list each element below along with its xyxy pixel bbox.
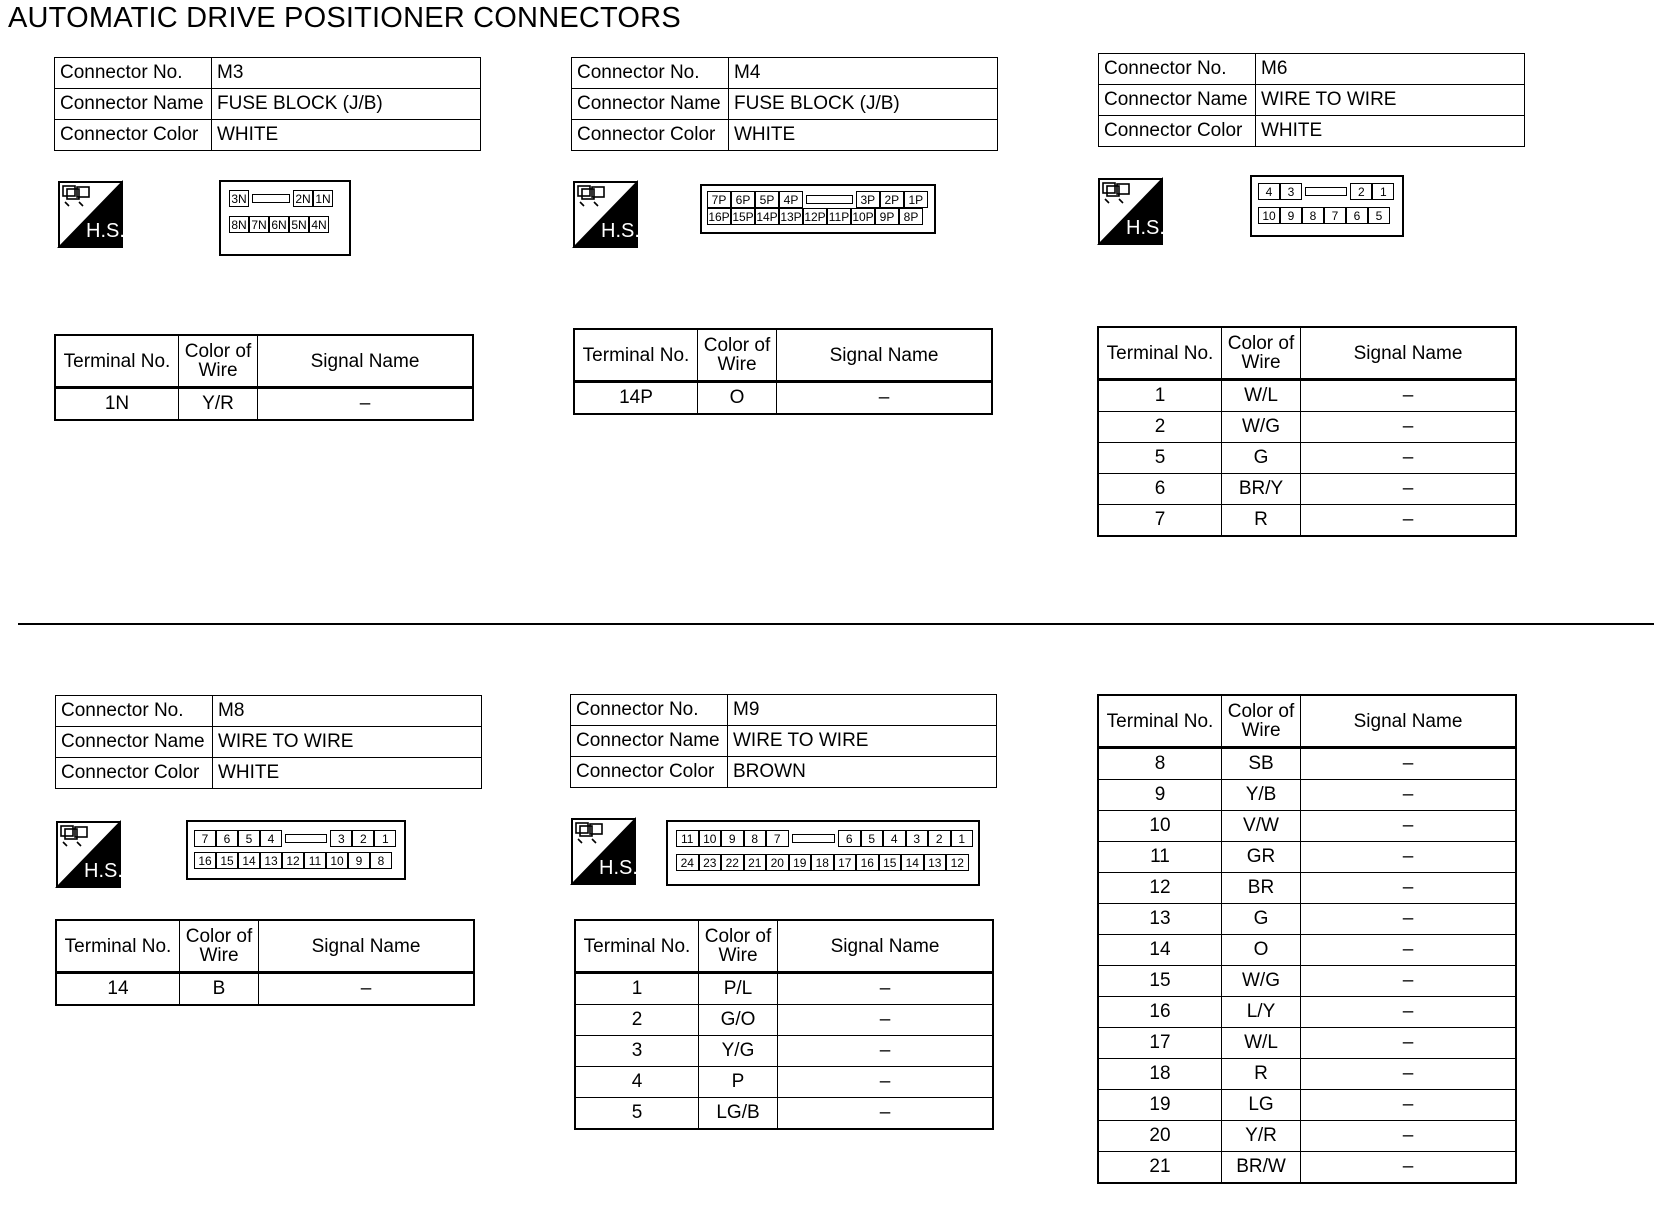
pin: 5 xyxy=(1368,207,1390,224)
pin: 19 xyxy=(789,854,812,871)
pin: 5P xyxy=(755,191,779,208)
pin: 2 xyxy=(928,830,951,847)
signal-name: – xyxy=(1301,1121,1517,1152)
pin-row xyxy=(707,208,923,225)
table-row xyxy=(575,1036,993,1067)
pin: 2 xyxy=(352,830,374,847)
terminal-no: 2 xyxy=(575,1005,699,1036)
table-row xyxy=(575,1098,993,1130)
pin-row xyxy=(194,852,392,869)
connector-no-value: M8 xyxy=(213,696,482,727)
wire-color: L/Y xyxy=(1222,997,1301,1028)
wire-color: O xyxy=(1222,935,1301,966)
header-color-of-wire: Color of Wire xyxy=(1222,327,1301,380)
signal-name: – xyxy=(777,382,993,415)
table-row xyxy=(1098,780,1516,811)
terminal-no: 16 xyxy=(1098,997,1222,1028)
table-row xyxy=(1098,904,1516,935)
label-connector-no: Connector No. xyxy=(1099,54,1256,85)
pin: 5 xyxy=(861,830,884,847)
hs-icon xyxy=(1097,177,1163,245)
pin: 15 xyxy=(879,854,902,871)
header-terminal-no: Terminal No. xyxy=(1098,695,1222,748)
wire-color: W/G xyxy=(1222,966,1301,997)
header-signal-name: Signal Name xyxy=(778,920,994,973)
signal-name: – xyxy=(258,388,474,421)
table-row xyxy=(1098,380,1516,412)
table-row xyxy=(1098,1121,1516,1152)
hs-icon xyxy=(572,180,638,248)
pin: 9P xyxy=(875,208,899,225)
terminal-no: 1 xyxy=(1098,380,1222,412)
pin: 11P xyxy=(828,210,850,224)
signal-name: – xyxy=(1301,505,1517,537)
terminal-no: 13 xyxy=(1098,904,1222,935)
label-connector-name: Connector Name xyxy=(572,89,729,120)
header-signal-name: Signal Name xyxy=(1301,695,1517,748)
table-row xyxy=(575,1067,993,1098)
wire-color: G xyxy=(1222,904,1301,935)
terminal-no: 21 xyxy=(1098,1152,1222,1184)
wire-color: O xyxy=(698,382,777,415)
hs-label: H.S. xyxy=(84,860,121,882)
pin: 6N xyxy=(269,216,289,233)
table-row xyxy=(1098,474,1516,505)
signal-name: – xyxy=(778,973,994,1005)
wire-color: P xyxy=(699,1067,778,1098)
table-row xyxy=(1098,748,1516,780)
pin: 17 xyxy=(834,854,857,871)
connector-color-value: WHITE xyxy=(1256,116,1525,147)
terminal-no: 3 xyxy=(575,1036,699,1067)
connector-name-value: WIRE TO WIRE xyxy=(213,727,482,758)
terminal-table-m6 xyxy=(1097,326,1517,537)
pin: 3 xyxy=(1280,183,1302,200)
connector-no-value: M9 xyxy=(728,695,997,726)
table-row xyxy=(574,382,992,415)
harness-side-icon xyxy=(570,817,636,890)
wire-color: GR xyxy=(1222,842,1301,873)
wire-color: R xyxy=(1222,505,1301,537)
pin: 13P xyxy=(780,210,802,224)
header-terminal-no: Terminal No. xyxy=(1098,327,1222,380)
section-divider xyxy=(18,623,1654,625)
wire-color: G/O xyxy=(699,1005,778,1036)
hs-label: H.S. xyxy=(86,220,123,242)
pin: 13 xyxy=(924,854,947,871)
connector-color-value: WHITE xyxy=(212,120,481,151)
terminal-no: 18 xyxy=(1098,1059,1222,1090)
label-connector-color: Connector Color xyxy=(56,758,213,789)
signal-name: – xyxy=(778,1036,994,1067)
pin-row xyxy=(229,216,329,233)
pin: 24 xyxy=(676,854,699,871)
signal-name: – xyxy=(778,1067,994,1098)
wire-color: Y/G xyxy=(699,1036,778,1067)
signal-name: – xyxy=(1301,935,1517,966)
harness-side-icon xyxy=(572,180,638,253)
signal-name: – xyxy=(1301,1152,1517,1184)
wire-color: LG xyxy=(1222,1090,1301,1121)
connector-info-m4 xyxy=(571,57,998,151)
header-signal-name: Signal Name xyxy=(777,329,993,382)
connector-diagram-m4 xyxy=(700,184,936,234)
header-color-of-wire: Color of Wire xyxy=(179,335,258,388)
terminal-table-m4 xyxy=(573,328,993,415)
table-row xyxy=(575,1005,993,1036)
header-signal-name: Signal Name xyxy=(259,920,475,973)
terminal-table-m8 xyxy=(55,919,475,1006)
pin: 15P xyxy=(732,210,754,224)
table-row xyxy=(1098,935,1516,966)
signal-name: – xyxy=(1301,748,1517,780)
pin: 14 xyxy=(901,854,924,871)
header-terminal-no: Terminal No. xyxy=(575,920,699,973)
signal-name: – xyxy=(1301,443,1517,474)
label-connector-color: Connector Color xyxy=(572,120,729,151)
signal-name: – xyxy=(259,973,475,1006)
hs-icon xyxy=(55,820,121,888)
pin: 10 xyxy=(699,830,722,847)
wire-color: BR xyxy=(1222,873,1301,904)
pin: 3 xyxy=(906,830,929,847)
pin: 8 xyxy=(1302,207,1324,224)
hs-label: H.S. xyxy=(599,857,636,879)
header-terminal-no: Terminal No. xyxy=(574,329,698,382)
connector-slot xyxy=(792,834,836,843)
table-row xyxy=(575,973,993,1005)
terminal-no: 10 xyxy=(1098,811,1222,842)
pin: 8P xyxy=(899,208,923,225)
connector-slot xyxy=(1305,187,1347,196)
terminal-no: 6 xyxy=(1098,474,1222,505)
pin: 1N xyxy=(313,190,333,207)
pin: 1 xyxy=(374,830,396,847)
header-color-of-wire: Color of Wire xyxy=(699,920,778,973)
pin: 15 xyxy=(216,852,238,869)
pin: 23 xyxy=(699,854,722,871)
label-connector-name: Connector Name xyxy=(55,89,212,120)
pin-row xyxy=(707,191,928,208)
label-connector-no: Connector No. xyxy=(571,695,728,726)
wire-color: V/W xyxy=(1222,811,1301,842)
wire-color: BR/W xyxy=(1222,1152,1301,1184)
terminal-no: 2 xyxy=(1098,412,1222,443)
pin: 2 xyxy=(1350,183,1372,200)
signal-name: – xyxy=(1301,873,1517,904)
table-row xyxy=(1098,443,1516,474)
label-connector-color: Connector Color xyxy=(1099,116,1256,147)
table-row xyxy=(1098,873,1516,904)
pin: 20 xyxy=(766,854,789,871)
table-row xyxy=(1098,505,1516,537)
pin: 8 xyxy=(370,852,392,869)
wire-color: Y/B xyxy=(1222,780,1301,811)
terminal-no: 1N xyxy=(55,388,179,421)
hs-label: H.S. xyxy=(601,220,638,242)
pin-row xyxy=(229,190,333,207)
pin-row xyxy=(194,830,396,847)
label-connector-name: Connector Name xyxy=(56,727,213,758)
signal-name: – xyxy=(1301,904,1517,935)
header-terminal-no: Terminal No. xyxy=(56,920,180,973)
wire-color: G xyxy=(1222,443,1301,474)
header-signal-name: Signal Name xyxy=(258,335,474,388)
pin: 3 xyxy=(330,830,352,847)
pin: 22 xyxy=(721,854,744,871)
connector-slot xyxy=(252,194,290,203)
pin: 3N xyxy=(229,190,249,207)
pin: 4 xyxy=(260,830,282,847)
connector-name-value: FUSE BLOCK (J/B) xyxy=(212,89,481,120)
terminal-table-m9-continued xyxy=(1097,694,1517,1184)
terminal-no: 1 xyxy=(575,973,699,1005)
connector-no-value: M4 xyxy=(729,58,998,89)
terminal-no: 12 xyxy=(1098,873,1222,904)
pin: 16P xyxy=(708,210,730,224)
terminal-no: 7 xyxy=(1098,505,1222,537)
pin: 12 xyxy=(946,854,969,871)
connector-no-value: M3 xyxy=(212,58,481,89)
pin-row xyxy=(676,830,973,847)
wire-color: Y/R xyxy=(1222,1121,1301,1152)
harness-side-icon xyxy=(55,820,121,893)
wire-color: W/L xyxy=(1222,380,1301,412)
pin: 9 xyxy=(1280,207,1302,224)
terminal-no: 20 xyxy=(1098,1121,1222,1152)
table-row xyxy=(1098,1152,1516,1184)
signal-name: – xyxy=(1301,412,1517,443)
connector-name-value: WIRE TO WIRE xyxy=(1256,85,1525,116)
pin: 12 xyxy=(282,852,304,869)
signal-name: – xyxy=(778,1005,994,1036)
pin: 5 xyxy=(238,830,260,847)
pin: 4N xyxy=(309,216,329,233)
table-row xyxy=(1098,1028,1516,1059)
label-connector-color: Connector Color xyxy=(55,120,212,151)
table-row xyxy=(1098,412,1516,443)
pin: 10 xyxy=(326,852,348,869)
header-color-of-wire: Color of Wire xyxy=(1222,695,1301,748)
signal-name: – xyxy=(1301,380,1517,412)
pin: 2P xyxy=(880,191,904,208)
pin: 7 xyxy=(766,830,789,847)
table-row xyxy=(1098,997,1516,1028)
terminal-no: 14 xyxy=(1098,935,1222,966)
pin: 1 xyxy=(951,830,974,847)
connector-diagram-m6 xyxy=(1250,175,1404,237)
pin: 1 xyxy=(1372,183,1394,200)
pin: 7 xyxy=(194,830,216,847)
signal-name: – xyxy=(1301,1059,1517,1090)
connector-color-value: BROWN xyxy=(728,757,997,788)
terminal-no: 14P xyxy=(574,382,698,415)
hs-icon xyxy=(570,817,636,885)
wire-color: LG/B xyxy=(699,1098,778,1130)
signal-name: – xyxy=(778,1098,994,1130)
pin: 6P xyxy=(731,191,755,208)
pin: 4 xyxy=(883,830,906,847)
wire-color: BR/Y xyxy=(1222,474,1301,505)
label-connector-no: Connector No. xyxy=(56,696,213,727)
table-row xyxy=(1098,1059,1516,1090)
harness-side-icon xyxy=(57,180,123,253)
terminal-table-m3 xyxy=(54,334,474,421)
terminal-no: 5 xyxy=(1098,443,1222,474)
connector-color-value: WHITE xyxy=(213,758,482,789)
connector-name-value: WIRE TO WIRE xyxy=(728,726,997,757)
pin: 9 xyxy=(348,852,370,869)
harness-side-icon xyxy=(1097,177,1163,250)
connector-diagram-m8 xyxy=(186,820,406,880)
table-row xyxy=(1098,811,1516,842)
hs-icon xyxy=(57,180,123,248)
pin: 12P xyxy=(804,210,826,224)
pin: 8N xyxy=(229,216,249,233)
label-connector-color: Connector Color xyxy=(571,757,728,788)
signal-name: – xyxy=(1301,474,1517,505)
wire-color: W/G xyxy=(1222,412,1301,443)
wire-color: P/L xyxy=(699,973,778,1005)
connector-no-value: M6 xyxy=(1256,54,1525,85)
pin: 7N xyxy=(249,216,269,233)
terminal-no: 9 xyxy=(1098,780,1222,811)
terminal-no: 14 xyxy=(56,973,180,1006)
connector-diagram-m9 xyxy=(666,820,980,886)
pin-row xyxy=(1258,183,1394,200)
terminal-no: 19 xyxy=(1098,1090,1222,1121)
signal-name: – xyxy=(1301,811,1517,842)
connector-slot xyxy=(285,834,327,843)
pin: 6 xyxy=(1346,207,1368,224)
signal-name: – xyxy=(1301,997,1517,1028)
signal-name: – xyxy=(1301,780,1517,811)
pin: 10 xyxy=(1258,207,1280,224)
table-row xyxy=(1098,966,1516,997)
signal-name: – xyxy=(1301,1028,1517,1059)
terminal-no: 11 xyxy=(1098,842,1222,873)
connector-slot xyxy=(806,195,853,204)
pin: 6 xyxy=(216,830,238,847)
page-title: AUTOMATIC DRIVE POSITIONER CONNECTORS xyxy=(8,2,681,34)
pin: 11 xyxy=(676,830,699,847)
connector-info-m3 xyxy=(54,57,481,151)
pin: 5N xyxy=(289,216,309,233)
signal-name: – xyxy=(1301,966,1517,997)
terminal-no: 15 xyxy=(1098,966,1222,997)
pin: 21 xyxy=(744,854,767,871)
pin: 16 xyxy=(856,854,879,871)
pin: 18 xyxy=(811,854,834,871)
pin: 10P xyxy=(852,210,874,224)
pin: 8 xyxy=(744,830,767,847)
label-connector-name: Connector Name xyxy=(571,726,728,757)
pin: 7P xyxy=(707,191,731,208)
pin: 11 xyxy=(304,852,326,869)
pin: 3P xyxy=(856,191,880,208)
label-connector-name: Connector Name xyxy=(1099,85,1256,116)
table-row xyxy=(55,388,473,421)
connector-info-m9 xyxy=(570,694,997,788)
hs-label: H.S. xyxy=(1126,217,1163,239)
header-color-of-wire: Color of Wire xyxy=(180,920,259,973)
pin: 2N xyxy=(293,190,313,207)
label-connector-no: Connector No. xyxy=(55,58,212,89)
table-row xyxy=(56,973,474,1006)
pin: 4P xyxy=(779,191,803,208)
terminal-no: 5 xyxy=(575,1098,699,1130)
connector-color-value: WHITE xyxy=(729,120,998,151)
label-connector-no: Connector No. xyxy=(572,58,729,89)
connector-name-value: FUSE BLOCK (J/B) xyxy=(729,89,998,120)
signal-name: – xyxy=(1301,842,1517,873)
pin: 14 xyxy=(238,852,260,869)
wire-color: R xyxy=(1222,1059,1301,1090)
header-terminal-no: Terminal No. xyxy=(55,335,179,388)
terminal-table-m9 xyxy=(574,919,994,1130)
connector-info-m6 xyxy=(1098,53,1525,147)
pin: 4 xyxy=(1258,183,1280,200)
connector-info-m8 xyxy=(55,695,482,789)
terminal-no: 8 xyxy=(1098,748,1222,780)
pin: 13 xyxy=(260,852,282,869)
connector-diagram-m3 xyxy=(219,180,351,256)
pin: 1P xyxy=(904,191,928,208)
table-row xyxy=(1098,842,1516,873)
wire-color: B xyxy=(180,973,259,1006)
pin: 6 xyxy=(838,830,861,847)
wire-color: SB xyxy=(1222,748,1301,780)
terminal-no: 4 xyxy=(575,1067,699,1098)
pin: 14P xyxy=(756,210,778,224)
header-signal-name: Signal Name xyxy=(1301,327,1517,380)
pin: 16 xyxy=(194,852,216,869)
terminal-no: 17 xyxy=(1098,1028,1222,1059)
pin-row xyxy=(676,854,969,871)
signal-name: – xyxy=(1301,1090,1517,1121)
table-row xyxy=(1098,1090,1516,1121)
pin: 9 xyxy=(721,830,744,847)
wire-color: W/L xyxy=(1222,1028,1301,1059)
pin: 7 xyxy=(1324,207,1346,224)
pin-row xyxy=(1258,207,1390,224)
wire-color: Y/R xyxy=(179,388,258,421)
header-color-of-wire: Color of Wire xyxy=(698,329,777,382)
